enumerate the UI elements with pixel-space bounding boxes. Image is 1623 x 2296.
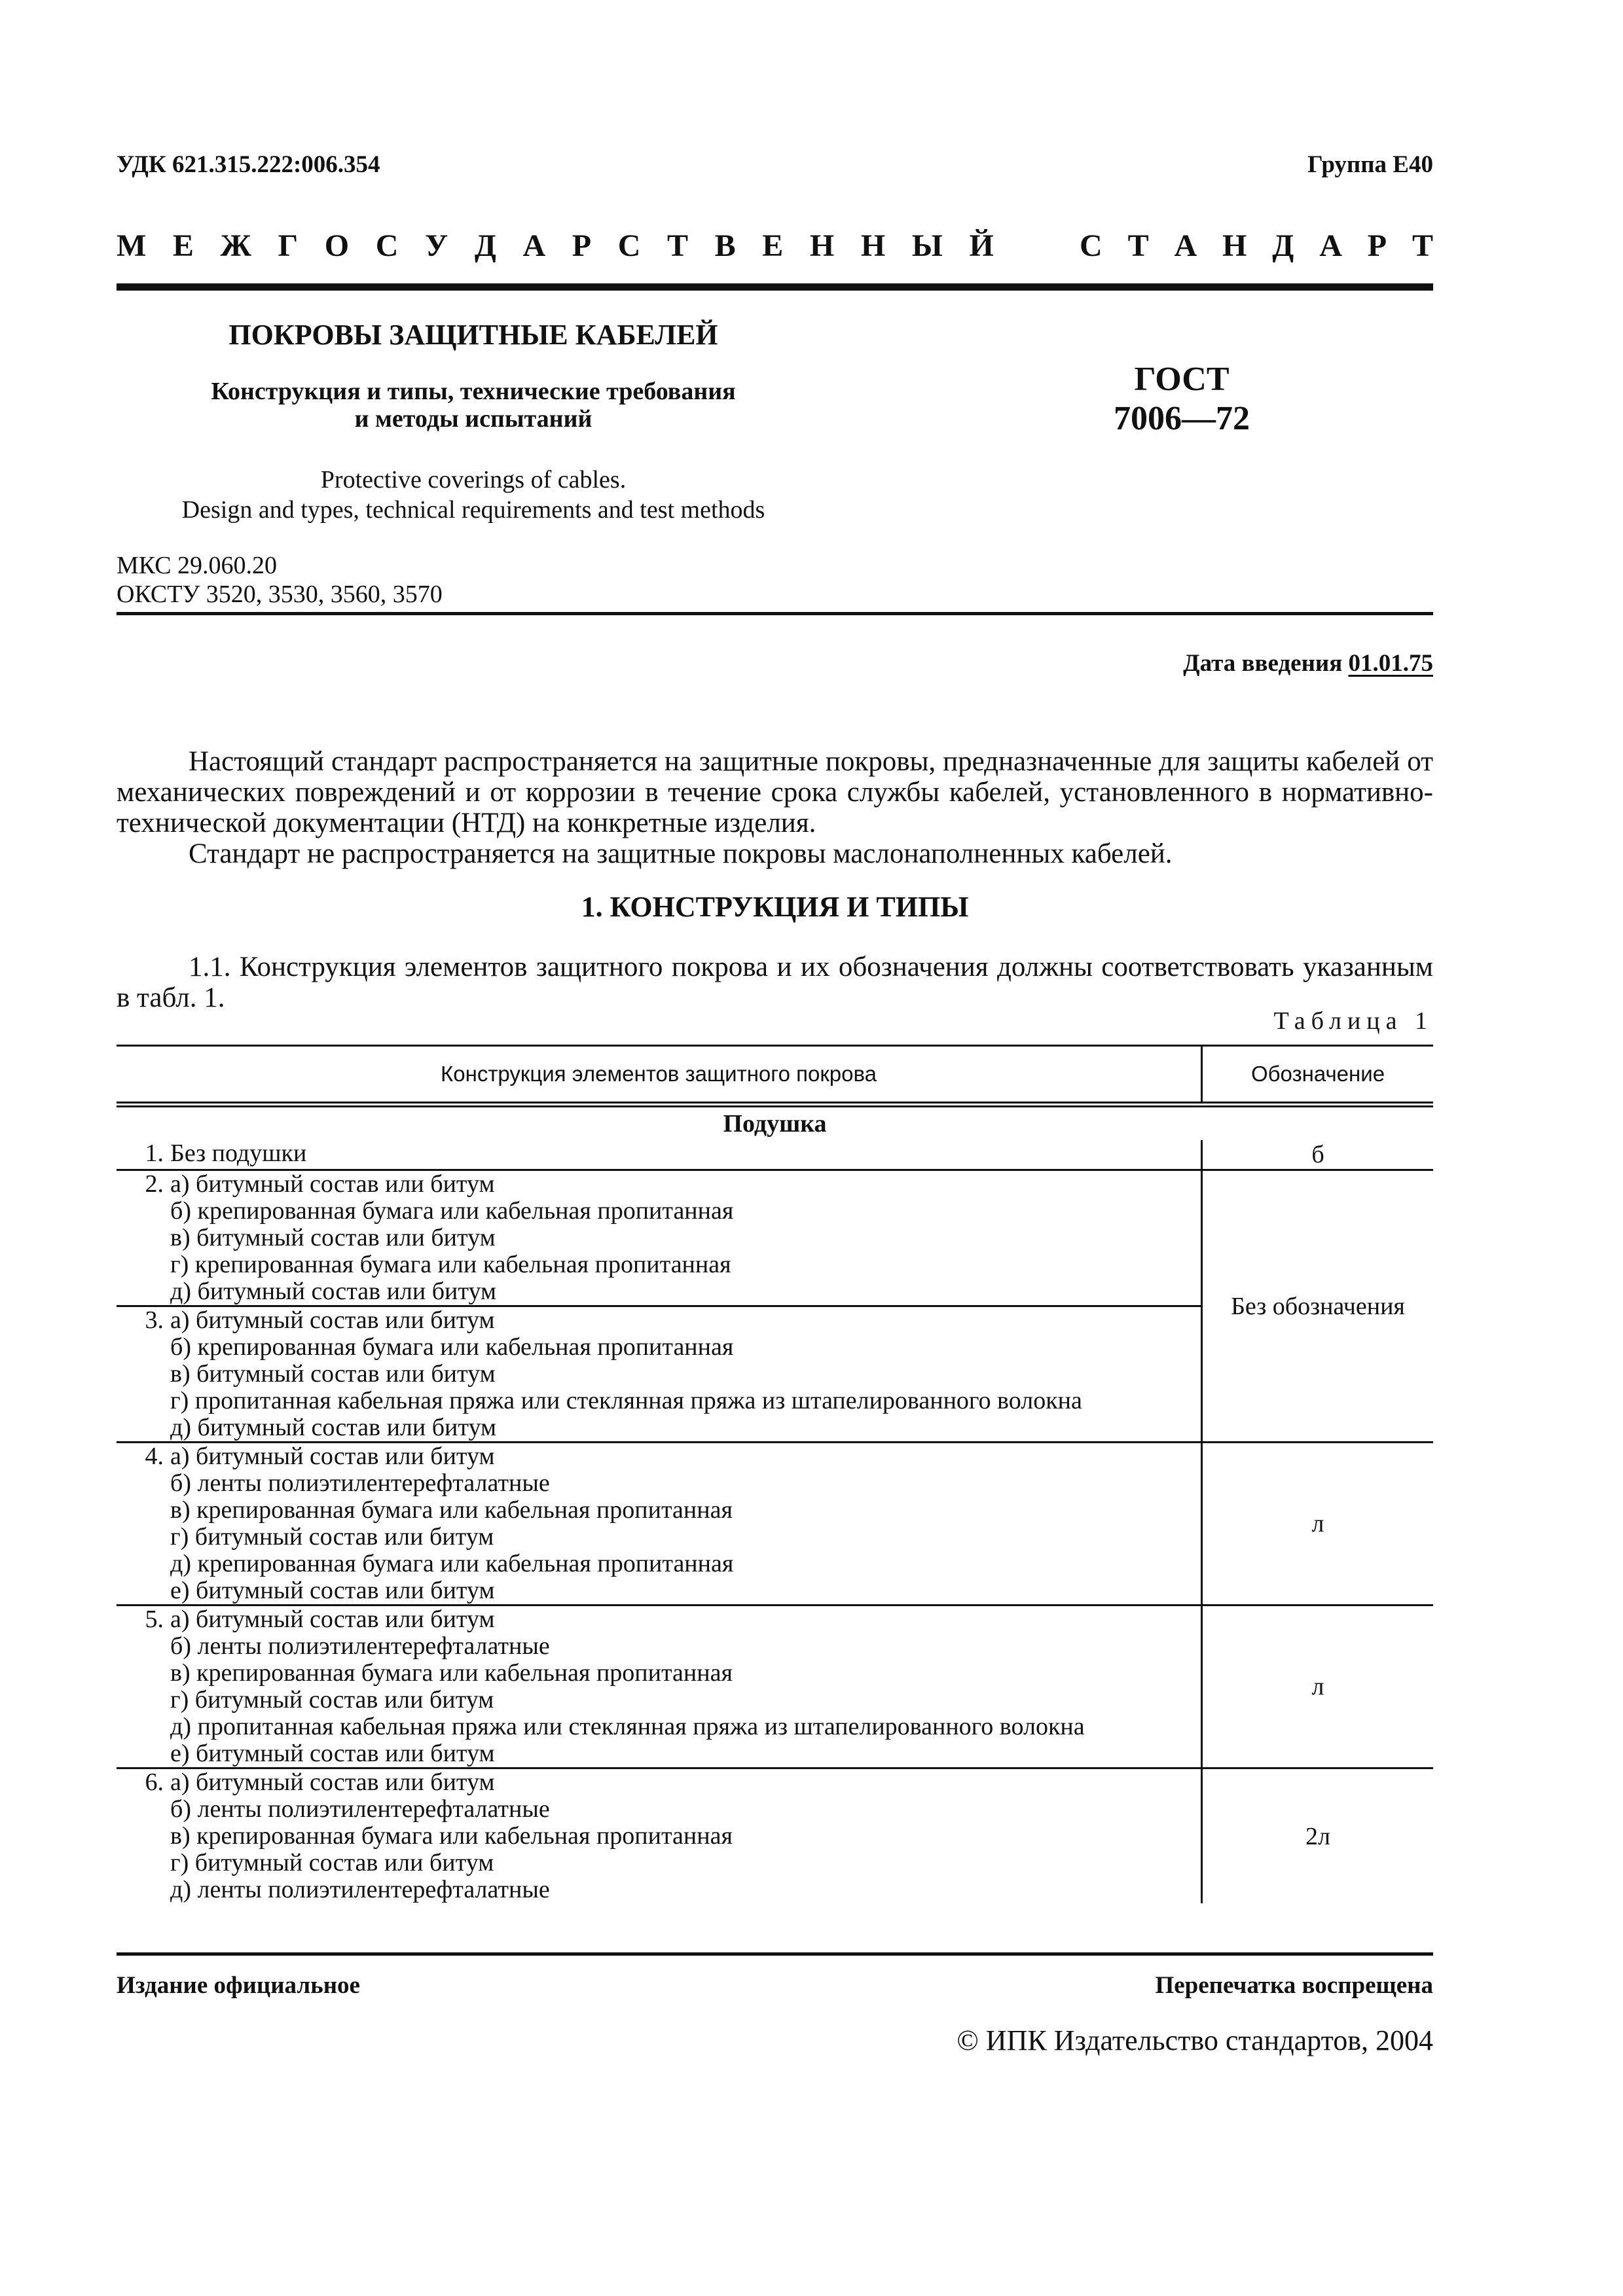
row-item: а) битумный состав или битум [170,1443,495,1470]
table-row-6 [117,1769,1433,1903]
banner-letter: М [117,228,147,263]
row-item: е) битумный состав или битум [170,1740,495,1767]
row-item: а) битумный состав или битум [170,1768,495,1796]
row-item: б) крепированная бумага или кабельная пропитанная [170,1197,734,1225]
rows-2-3-designation: Без обозначения [1231,1292,1405,1320]
row-item: г) битумный состав или битум [170,1686,494,1713]
banner-letter: У [425,228,448,263]
banner-letter: Р [572,228,592,263]
banner-letter: Д [1272,228,1294,263]
banner-letter: Т [1127,228,1149,263]
row-item: е) битумный состав или битум [170,1577,495,1604]
okstu-code: ОКСТУ 3520, 3530, 3560, 3570 [117,581,443,608]
intro-text [117,746,1433,869]
row-item: а) битумный состав или битум [170,1605,495,1633]
table-row-2 [117,1171,1201,1305]
rows-2-3-text [117,1171,1203,1441]
subtitle-line-2: и методы испытаний [354,405,593,433]
banner-letter: Н [860,228,886,263]
intro-paragraph-2: Стандарт не распространяется на защитные покровы маслонаполненных кабелей. [189,838,1173,869]
table-row-3 [117,1305,1201,1441]
banner-letter: В [714,228,736,263]
table-subheader: Подушка [723,1110,827,1138]
copyright: © ИПК Издательство стандартов, 2004 [957,2024,1433,2056]
banner-letter: Й [969,228,994,263]
row-4-text [117,1443,1203,1604]
effective-date [1183,649,1433,677]
table-header-row [117,1045,1433,1103]
row-5-text [117,1606,1203,1767]
banner-letter: С [375,228,399,263]
banner-letter: Н [809,228,835,263]
header-rule [117,283,1433,291]
row-5-designation: л [1311,1673,1324,1700]
row-item: в) крепированная бумага или кабельная пропитанная [170,1822,733,1850]
banner-letter: О [324,228,350,263]
row-item: д) битумный состав или битум [170,1278,497,1305]
banner-letter: А [1319,228,1342,263]
row-number: 6. [145,1768,164,1796]
row-number: 2. [145,1170,164,1198]
subtitle-line-1: Конструкция и типы, технические требования [211,378,736,405]
banner-letter: Т [1412,228,1433,263]
banner-word-1 [117,228,994,264]
table-rows-2-3 [117,1171,1433,1443]
gost-label: ГОСТ [1134,361,1230,398]
table-1 [117,1045,1433,1903]
row-item: д) крепированная бумага или кабельная пропитанная [170,1550,734,1577]
banner-letter: Ж [220,228,252,263]
banner-letter: С [617,228,641,263]
row-item: б) ленты полиэтилентерефталатные [170,1795,550,1823]
banner-letter: Ы [911,228,943,263]
row-item: в) крепированная бумага или кабельная пропитанная [170,1659,733,1687]
clause-1-1 [117,952,1433,1013]
row-item: д) битумный состав или битум [170,1414,497,1441]
row-item: д) ленты полиэтилентерефталатные [170,1876,550,1903]
row-item: д) пропитанная кабельная пряжа или стеклянная пряжа из штапелированного волокна [170,1713,1085,1740]
column-header-designation: Обозначение [1250,1062,1385,1086]
row-number: 1. [145,1139,164,1167]
banner-word-2 [1080,228,1433,264]
interstate-standard-banner [117,228,1433,264]
english-title [117,465,830,525]
banner-letter: Д [474,228,496,263]
row-6-designation: 2л [1305,1822,1330,1850]
row-item: в) битумный состав или битум [170,1360,496,1388]
row-item: б) ленты полиэтилентерефталатные [170,1632,550,1660]
row-item: г) битумный состав или битум [170,1523,494,1551]
row-1-designation: б [1311,1141,1324,1168]
document-subtitle [117,378,830,433]
gost-code: 7006—72 [1114,400,1250,437]
english-line-1: Protective coverings of cables. [320,466,627,493]
gost-number [1113,360,1250,439]
row-item: б) ленты полиэтилентерефталатные [170,1469,550,1497]
row-item: в) крепированная бумага или кабельная пропитанная [170,1496,733,1524]
banner-letter: А [522,228,546,263]
table-row-5 [117,1606,1433,1769]
mks-code: МКС 29.060.20 [117,552,278,579]
banner-letter: Р [1367,228,1387,263]
row-item: а) битумный состав или битум [170,1306,495,1334]
clause-text: 1.1. Конструкция элементов защитного покрова и их обозначения должны соответствовать указанным в табл. 1. [117,952,1433,1013]
table-caption: Таблица 1 [1273,1007,1433,1035]
footer-rule [117,1952,1433,1956]
row-item: б) крепированная бумага или кабельная пропитанная [170,1333,734,1361]
row-number: 4. [145,1443,164,1470]
banner-letter: Е [762,228,784,263]
row-item: г) пропитанная кабельная пряжа или стеклянная пряжа из штапелированного волокна [170,1387,1082,1414]
column-header-construction: Конструкция элементов защитного покрова [117,1047,1203,1102]
row-number: 3. [145,1306,164,1334]
row-4-designation: л [1311,1510,1324,1537]
official-edition-note: Издание официальное [117,1972,360,1999]
english-line-2: Design and types, technical requirements and test methods [181,496,765,524]
row-number: 5. [145,1605,164,1633]
intro-paragraph-1: Настоящий стандарт распространяется на защитные покровы, предназначенные для защиты кабелей от механических повреждений и от коррозии в течение срока службы кабелей, установленного в нормативно-технической документации (НТД) на конкретные изделия. [117,746,1433,838]
banner-letter: Е [172,228,194,263]
row-item: г) крепированная бумага или кабельная пропитанная [170,1251,731,1278]
date-label: Дата введения [1183,650,1343,677]
table-row-4 [117,1443,1433,1606]
date-value: 01.01.75 [1348,650,1433,677]
row-item: г) битумный состав или битум [170,1849,494,1876]
title-rule [117,612,1433,615]
banner-letter: Н [1222,228,1247,263]
classification-codes [117,551,443,609]
udk-code: УДК 621.315.222:006.354 [117,151,380,178]
banner-letter: Т [667,228,689,263]
table-row-1 [117,1140,1433,1171]
group-code: Группа Е40 [1307,151,1433,178]
banner-letter: А [1174,228,1197,263]
row-item: в) битумный состав или битум [170,1224,496,1251]
row-item: а) битумный состав или битум [170,1170,495,1198]
document-title: ПОКРОВЫ ЗАЩИТНЫЕ КАБЕЛЕЙ [228,319,718,351]
row-1-text [117,1140,1203,1169]
section-heading: 1. КОНСТРУКЦИЯ И ТИПЫ [581,891,969,923]
banner-letter: Г [278,228,299,263]
banner-letter: С [1080,228,1103,263]
row-6-text [117,1769,1203,1903]
row-item: Без подушки [170,1139,307,1167]
reprint-prohibited-note: Перепечатка воспрещена [1155,1972,1433,1999]
